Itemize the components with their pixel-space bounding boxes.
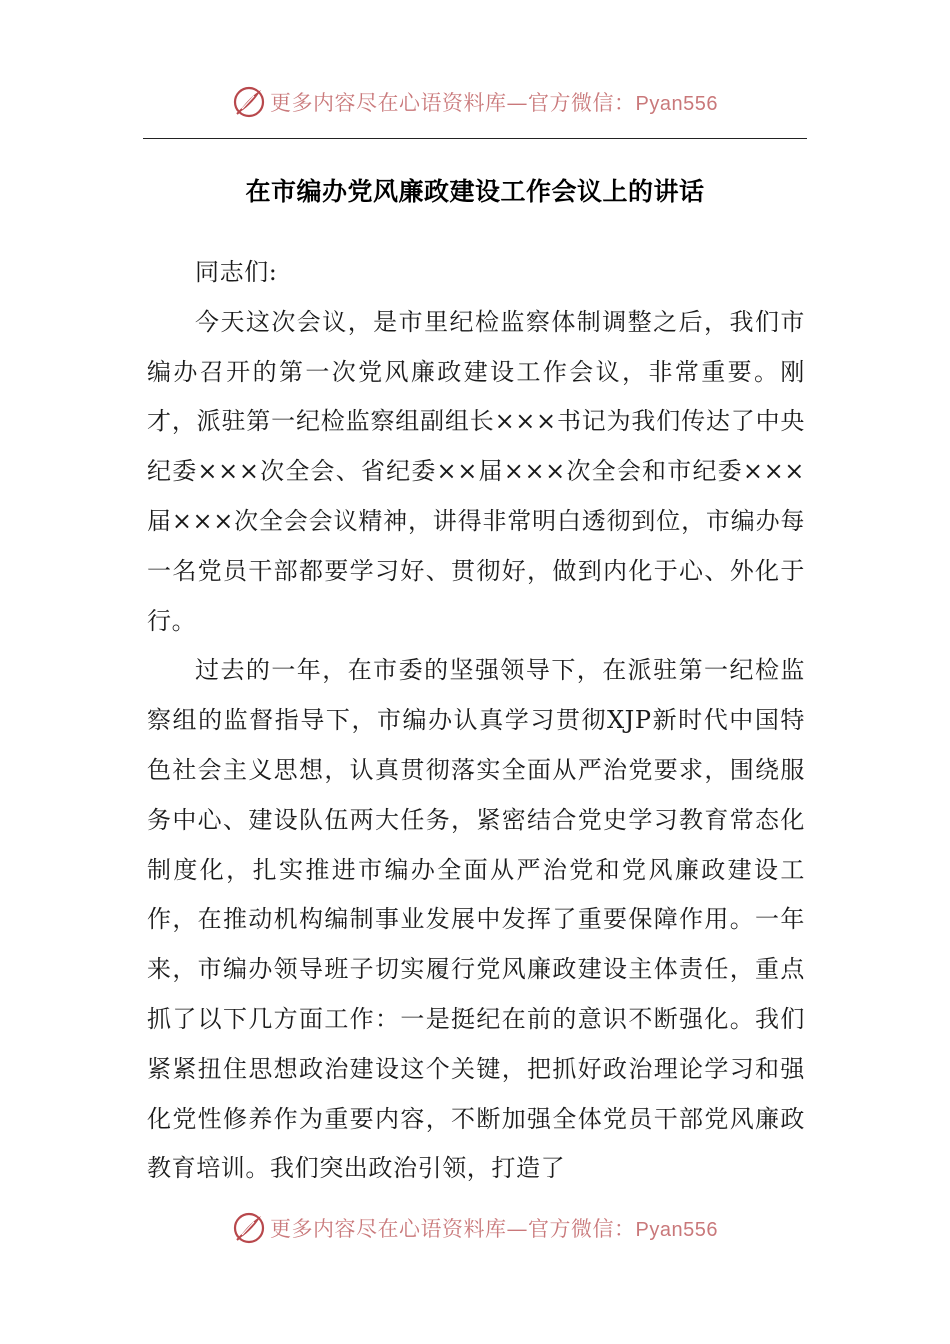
banner-text: 更多内容尽在心语资料库—官方微信： [270,1217,636,1241]
document-body [147,248,805,1194]
paragraph-1: 今天这次会议，是市里纪检监察体制调整之后，我们市编办召开的第一次党风廉政建设工作会议，非常重要。刚才，派驻第一纪检监察组副组长×××书记为我们传达了中央纪委×××次全会、省纪委××届×××次全会和市纪委×××届×××次全会会议精神，讲得非常明白透彻到位，市编办每一名党员干部都要学习好、贯彻好，做到内化于心、外化于行。 [147,307,805,635]
quill-logo-icon [232,1211,266,1245]
wechat-id: Pyan556 [635,93,718,115]
wechat-id: Pyan556 [635,1219,718,1241]
document-title: 在市编办党风廉政建设工作会议上的讲话 [245,177,705,206]
header-watermark-banner [0,82,950,122]
header-divider [143,138,807,139]
greeting: 同志们: [195,258,278,286]
footer-watermark-banner [0,1208,950,1248]
banner-text: 更多内容尽在心语资料库—官方微信： [270,91,636,115]
paragraph-2: 过去的一年，在市委的坚强领导下，在派驻第一纪检监察组的监督指导下，市编办认真学习贯彻XJP新时代中国特色社会主义思想，认真贯彻落实全面从严治党要求，围绕服务中心、建设队伍两大任务，紧密结合党史学习教育常态化制度化，扎实推进市编办全面从严治党和党风廉政建设工作，在推动机构编制事业发展中发挥了重要保障作用。一年来，市编办领导班子切实履行党风廉政建设主体责任，重点抓了以下几方面工作：一是挺纪在前的意识不断强化。我们紧紧扭住思想政治建设这个关键，把抓好政治理论学习和强化党性修养作为重要内容，不断加强全体党员干部党风廉政教育培训。我们突出政治引领，打造了 [147,656,805,1183]
quill-logo-icon [232,85,266,119]
